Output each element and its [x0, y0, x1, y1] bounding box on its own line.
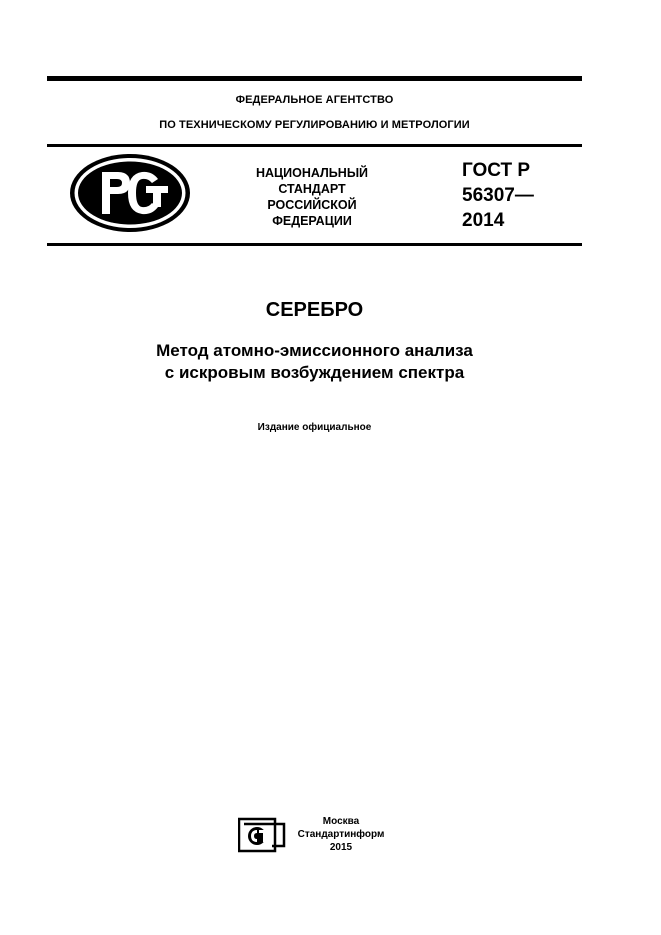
- top-rule: [47, 76, 582, 81]
- agency-name-line-2: ПО ТЕХНИЧЕСКОМУ РЕГУЛИРОВАНИЮ И МЕТРОЛОГИИ: [159, 119, 470, 131]
- publication-year: 2015: [329, 842, 353, 853]
- publisher-info: [291, 815, 391, 854]
- block-bottom-rule: [47, 243, 582, 246]
- gost-line: ГОСТ Р: [462, 160, 531, 181]
- rst-logo: [68, 152, 192, 234]
- national-line: СТАНДАРТ: [278, 182, 346, 196]
- national-line: ФЕДЕРАЦИИ: [272, 214, 352, 228]
- national-line: НАЦИОНАЛЬНЫЙ: [255, 166, 369, 180]
- publisher-name: Стандартинформ: [297, 829, 385, 840]
- gost-line: 2014: [462, 210, 505, 231]
- national-standard-label: [232, 165, 392, 229]
- agency-name-line-1: ФЕДЕРАЛЬНОЕ АГЕНТСТВО: [235, 94, 394, 106]
- publisher-city: Москва: [322, 816, 360, 827]
- gost-number: [462, 158, 572, 233]
- edition-label: Издание официальное: [257, 422, 372, 433]
- header-rule: [47, 144, 582, 147]
- document-subtitle: [47, 340, 582, 384]
- document-title: СЕРЕБРО: [265, 299, 364, 321]
- national-line: РОССИЙСКОЙ: [267, 198, 357, 212]
- gost-line: 56307—: [462, 185, 534, 206]
- standartinform-logo: [238, 815, 286, 853]
- subtitle-line: с искровым возбуждением спектра: [164, 363, 465, 382]
- subtitle-line: Метод атомно-эмиссионного анализа: [156, 341, 473, 360]
